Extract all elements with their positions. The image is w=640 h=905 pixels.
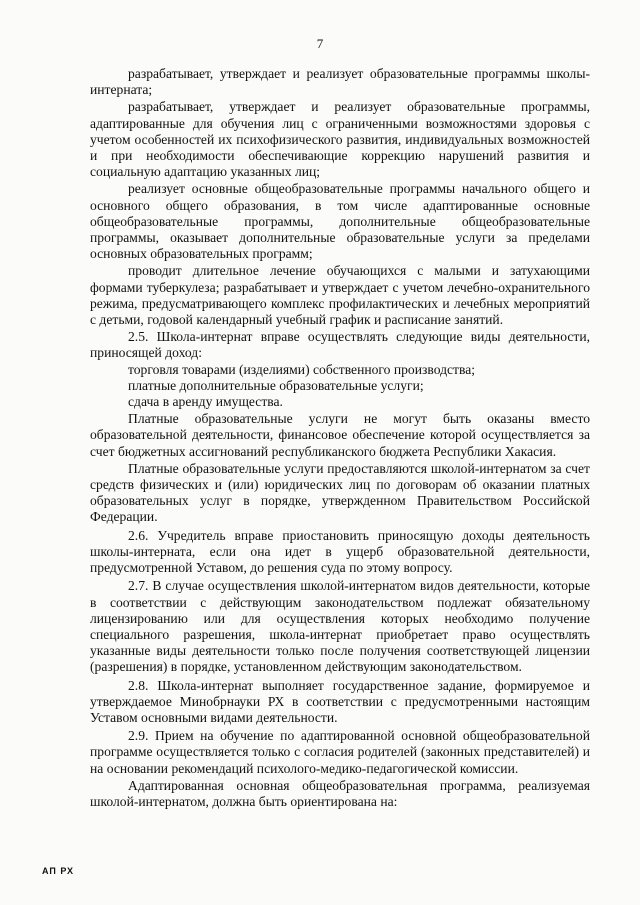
section-paragraph: 2.5. Школа-интернат вправе осуществлять следующие виды деятельности, приносящей доход: (90, 329, 590, 361)
section-paragraph: 2.8. Школа-интернат выполняет государственное задание, формируемое и утверждаемое Минобрнауки РХ в соответствии с предусмотренными настоящим Уставом основными видами деятельности. (90, 677, 590, 725)
paragraph: Адаптированная основная общеобразовательная программа, реализуемая школой-интернатом, должна быть ориентирована на: (90, 777, 590, 809)
paragraph: Платные образовательные услуги предоставляются школой-интернатом за счет средств физических и (или) юридических лиц по договорам об оказании платных образовательных услуг в порядке, утвержденном Правительством Российской Федерации. (90, 460, 590, 525)
paragraph: реализует основные общеобразовательные программы начального общего и основного общего образования, в том числе адаптированные основные общеобразовательные программы, дополнительные общеобразовательные программы, оказывает дополнительные образовательные услуги за пределами основных образовательных программ; (90, 181, 590, 262)
page-number: 7 (316, 36, 324, 51)
paragraph: Платные образовательные услуги не могут быть оказаны вместо образовательной деятельности, финансовое обеспечение которой осуществляется за счет бюджетных ассигнований республиканского бюджета Республики Хакасия. (90, 411, 590, 459)
list-item: сдача в аренду имущества. (128, 394, 283, 410)
footer-mark: АП РХ (42, 866, 75, 876)
paragraph: разрабатывает, утверждает и реализует образовательные программы, адаптированные для обучения лиц с ограниченными возможностями здоровья с учетом особенностей их психофизического развития, индивидуальных возможностей и при необходимости обеспечивающие коррекцию нарушений развития и социальную адаптацию указанных лиц; (90, 99, 590, 180)
section-paragraph: 2.9. Прием на обучение по адаптированной основной общеобразовательной программе осуществляется только с согласия родителей (законных представителей) и на основании рекомендаций психолого-медико-педагогической комиссии. (90, 728, 590, 776)
document-body (90, 66, 590, 810)
section-paragraph: 2.7. В случае осуществления школой-интернатом видов деятельности, которые в соответствии с действующим законодательством подлежат обязательному лицензированию или для осуществления которых необходимо получение специального разрешения, школа-интернат приобретает право осуществлять указанные виды деятельности только после получения соответствующей лицензии (разрешения) в порядке, установленном действующим законодательством. (90, 578, 590, 675)
paragraph: разрабатывает, утверждает и реализует образовательные программы школы-интерната; (90, 66, 590, 98)
paragraph: проводит длительное лечение обучающихся с малыми и затухающими формами туберкулеза; разрабатывает и утверждает с учетом лечебно-охранительного режима, предусматривающего комплекс профилактических и лечебных мероприятий с детьми, годовой календарный учебный график и расписание занятий. (90, 263, 590, 328)
list-item: платные дополнительные образовательные услуги; (128, 377, 424, 393)
list-item: торговля товарами (изделиями) собственного производства; (128, 361, 476, 377)
section-paragraph: 2.6. Учредитель вправе приостановить приносящую доходы деятельность школы-интерната, если она идет в ущерб образовательной деятельности, предусмотренной Уставом, до решения суда по этому вопросу. (90, 527, 590, 576)
